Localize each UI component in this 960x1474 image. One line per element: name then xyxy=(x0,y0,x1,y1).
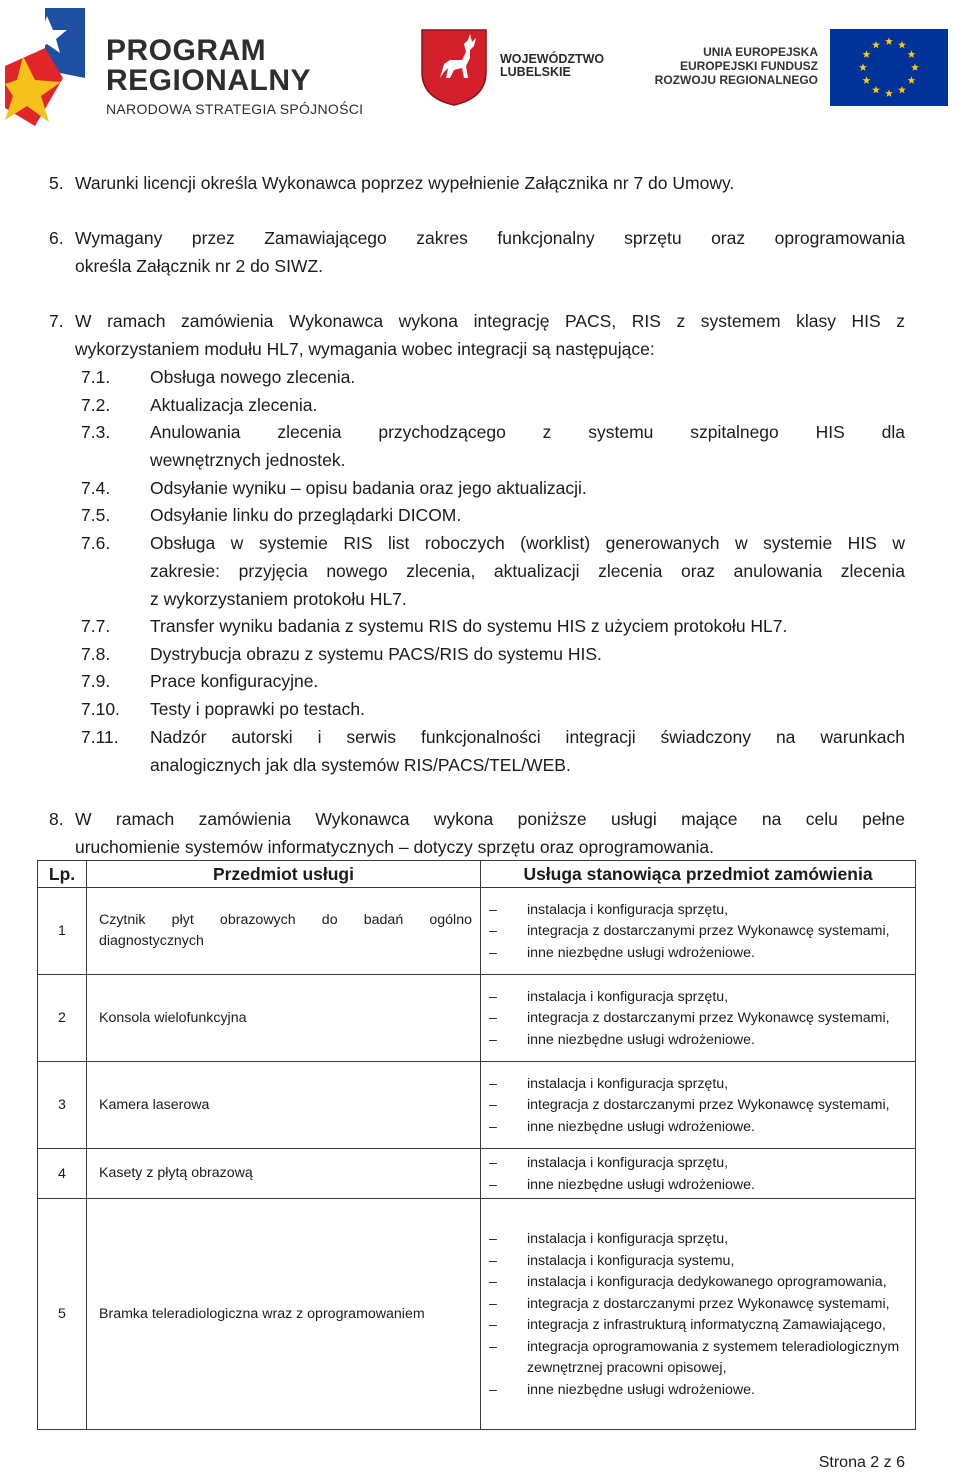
table-row xyxy=(38,975,916,1062)
item-number: 7.8. xyxy=(81,644,111,664)
row-number: 1 xyxy=(38,888,87,975)
item-7-9 xyxy=(81,667,905,695)
row-subject xyxy=(87,888,481,975)
service-item: – instalacja i konfiguracja sprzętu, xyxy=(487,1074,909,1096)
paragraph-number: 7. xyxy=(49,311,64,331)
item-text: Obsługa nowego zlecenia. xyxy=(150,367,356,387)
column-header-lp: Lp. xyxy=(38,861,87,888)
service-item: – instalacja i konfiguracja dedykowanego oprogramowania, xyxy=(487,1272,909,1294)
service-item: – instalacja i konfiguracja systemu, xyxy=(487,1251,909,1273)
services-list xyxy=(487,900,909,965)
program-title-line2: REGIONALNY xyxy=(106,64,312,97)
service-item: – instalacja i konfiguracja sprzętu, xyxy=(487,987,909,1009)
paragraph-8 xyxy=(49,805,905,861)
service-item: – integracja z dostarczanymi przez Wykonawcę systemami, xyxy=(487,921,909,943)
item-text: Obsługa w systemie RIS list roboczych (worklist) generowanych w systemie HIS w xyxy=(150,533,905,553)
item-number: 7.3. xyxy=(81,422,111,442)
row-services xyxy=(481,1199,916,1430)
item-number: 7.2. xyxy=(81,395,111,415)
service-item: – instalacja i konfiguracja sprzętu, xyxy=(487,1229,909,1251)
item-text: z wykorzystaniem protokołu HL7. xyxy=(150,589,407,609)
subject-text: Konsola wielofunkcyjna xyxy=(99,1009,247,1026)
voivodeship-line2: LUBELSKIE xyxy=(500,65,571,79)
item-number: 7.5. xyxy=(81,505,111,525)
item-number: 7.11. xyxy=(81,727,119,747)
paragraph-text: wykorzystaniem modułu HL7, wymagania wobec integracji są następujące: xyxy=(75,339,655,359)
row-number: 5 xyxy=(38,1199,87,1430)
item-number: 7.6. xyxy=(81,533,111,553)
item-7-3 xyxy=(81,418,905,474)
row-number: 3 xyxy=(38,1062,87,1149)
voivodeship-label xyxy=(500,53,604,79)
subject-text: Czytnik płyt obrazowych do badań ogólno xyxy=(99,912,472,928)
service-item: – integracja z infrastrukturą informatyczną Zamawiającego, xyxy=(487,1315,909,1337)
service-item: – inne niezbędne usługi wdrożeniowe. xyxy=(487,1030,909,1052)
item-text: Aktualizacja zlecenia. xyxy=(150,395,318,415)
page-number: Strona 2 z 6 xyxy=(818,1454,905,1471)
item-text: analogicznych jak dla systemów RIS/PACS/TEL/WEB. xyxy=(150,755,571,775)
program-regionalny-logo xyxy=(5,8,85,126)
item-text: Testy i poprawki po testach. xyxy=(150,699,365,719)
item-text: Anulowania zlecenia przychodzącego z systemu szpitalnego HIS dla xyxy=(150,422,905,442)
paragraph-7 xyxy=(49,307,905,363)
column-header-subject: Przedmiot usługi xyxy=(87,861,481,888)
voivodeship-line1: WOJEWÓDZTWO xyxy=(500,52,605,66)
row-number: 2 xyxy=(38,975,87,1062)
services-list xyxy=(487,1229,909,1401)
paragraph-text: uruchomienie systemów informatycznych – dotyczy sprzętu oraz oprogramowania. xyxy=(75,837,715,857)
row-number: 4 xyxy=(38,1149,87,1199)
paragraph-6 xyxy=(49,224,905,280)
item-number: 7.10. xyxy=(81,699,120,719)
item-number: 7.9. xyxy=(81,671,111,691)
service-item: – integracja z dostarczanymi przez Wykonawcę systemami, xyxy=(487,1095,909,1117)
item-number: 7.7. xyxy=(81,616,111,636)
item-7-6 xyxy=(81,529,905,613)
row-subject xyxy=(87,1199,481,1430)
lubelskie-coat-of-arms xyxy=(420,28,488,106)
eu-flag-icon xyxy=(830,29,948,106)
item-7-7 xyxy=(81,612,905,640)
page-header xyxy=(0,0,960,130)
service-item: – inne niezbędne usługi wdrożeniowe. xyxy=(487,943,909,965)
subject-text: Kamera laserowa xyxy=(99,1096,210,1113)
service-item: – inne niezbędne usługi wdrożeniowe. xyxy=(487,1117,909,1139)
item-7-5 xyxy=(81,501,905,529)
eu-fund-label xyxy=(652,45,818,87)
item-text: wewnętrznych jednostek. xyxy=(150,450,346,470)
paragraph-number: 6. xyxy=(49,228,64,248)
item-text: Odsyłanie wyniku – opisu badania oraz jego aktualizacji. xyxy=(150,478,587,498)
paragraph-text: Wymagany przez Zamawiającego zakres funkcjonalny sprzętu oraz oprogramowania xyxy=(75,228,905,248)
services-list xyxy=(487,1074,909,1139)
row-services xyxy=(481,975,916,1062)
item-7-4 xyxy=(81,474,905,502)
row-services xyxy=(481,888,916,975)
services-table xyxy=(37,860,916,1430)
table-row xyxy=(38,1149,916,1199)
service-item: – integracja z dostarczanymi przez Wykonawcę systemami, xyxy=(487,1294,909,1316)
paragraph-text: określa Załącznik nr 2 do SIWZ. xyxy=(75,256,323,276)
program-title-line1: PROGRAM xyxy=(106,34,267,67)
item-7-10 xyxy=(81,695,905,723)
subject-text: diagnostycznych xyxy=(99,933,204,949)
service-item: – integracja oprogramowania z systemem teleradiologicznym zewnętrznej pracowni opisowej, xyxy=(487,1337,909,1380)
paragraph-number: 5. xyxy=(49,173,64,193)
paragraph-text: W ramach zamówienia Wykonawca wykona integrację PACS, RIS z systemem klasy HIS z xyxy=(75,311,905,331)
program-subtitle: NARODOWA STRATEGIA SPÓJNOŚCI xyxy=(106,101,364,117)
service-item: – inne niezbędne usługi wdrożeniowe. xyxy=(487,1175,909,1197)
column-header-service: Usługa stanowiąca przedmiot zamówienia xyxy=(481,861,916,888)
eu-line2: EUROPEJSKI FUNDUSZ xyxy=(679,59,818,73)
service-item: – instalacja i konfiguracja sprzętu, xyxy=(487,900,909,922)
table-header-row xyxy=(38,861,916,888)
row-services xyxy=(481,1062,916,1149)
eu-line1: UNIA EUROPEJSKA xyxy=(703,45,818,59)
item-number: 7.4. xyxy=(81,478,111,498)
item-7-8 xyxy=(81,640,905,668)
item-text: Transfer wyniku badania z systemu RIS do systemu HIS z użyciem protokołu HL7. xyxy=(150,616,788,636)
item-7-11 xyxy=(81,723,905,779)
service-item: – instalacja i konfiguracja sprzętu, xyxy=(487,1153,909,1175)
item-7-2 xyxy=(81,391,905,419)
paragraph-text: Warunki licencji określa Wykonawca poprzez wypełnienie Załącznika nr 7 do Umowy. xyxy=(75,173,735,193)
table-row xyxy=(38,1199,916,1430)
item-number: 7.1. xyxy=(81,367,111,387)
subject-text: Bramka teleradiologiczna wraz z oprogramowaniem xyxy=(99,1305,425,1322)
row-subject xyxy=(87,1149,481,1199)
table-row xyxy=(38,888,916,975)
item-text: Odsyłanie linku do przeglądarki DICOM. xyxy=(150,505,462,525)
services-list xyxy=(487,1153,909,1196)
paragraph-5 xyxy=(49,169,905,197)
eu-line3: ROZWOJU REGIONALNEGO xyxy=(654,73,818,87)
service-item: – integracja z dostarczanymi przez Wykonawcę systemami, xyxy=(487,1008,909,1030)
row-services xyxy=(481,1149,916,1199)
service-item: – inne niezbędne usługi wdrożeniowe. xyxy=(487,1380,909,1402)
item-7-1 xyxy=(81,363,905,391)
table-row xyxy=(38,1062,916,1149)
paragraph-text: W ramach zamówienia Wykonawca wykona poniższe usługi mające na celu pełne xyxy=(75,809,905,829)
subject-text: Kasety z płytą obrazową xyxy=(99,1165,253,1181)
item-text: Nadzór autorski i serwis funkcjonalności integracji świadczony na warunkach xyxy=(150,727,905,747)
item-text: zakresie: przyjęcia nowego zlecenia, aktualizacji zlecenia oraz anulowania zlecenia xyxy=(150,561,905,581)
item-text: Dystrybucja obrazu z systemu PACS/RIS do systemu HIS. xyxy=(150,644,602,664)
services-list xyxy=(487,987,909,1052)
row-subject xyxy=(87,975,481,1062)
row-subject xyxy=(87,1062,481,1149)
program-regionalny-wordmark xyxy=(106,36,363,117)
paragraph-number: 8. xyxy=(49,809,64,829)
item-text: Prace konfiguracyjne. xyxy=(150,671,319,691)
